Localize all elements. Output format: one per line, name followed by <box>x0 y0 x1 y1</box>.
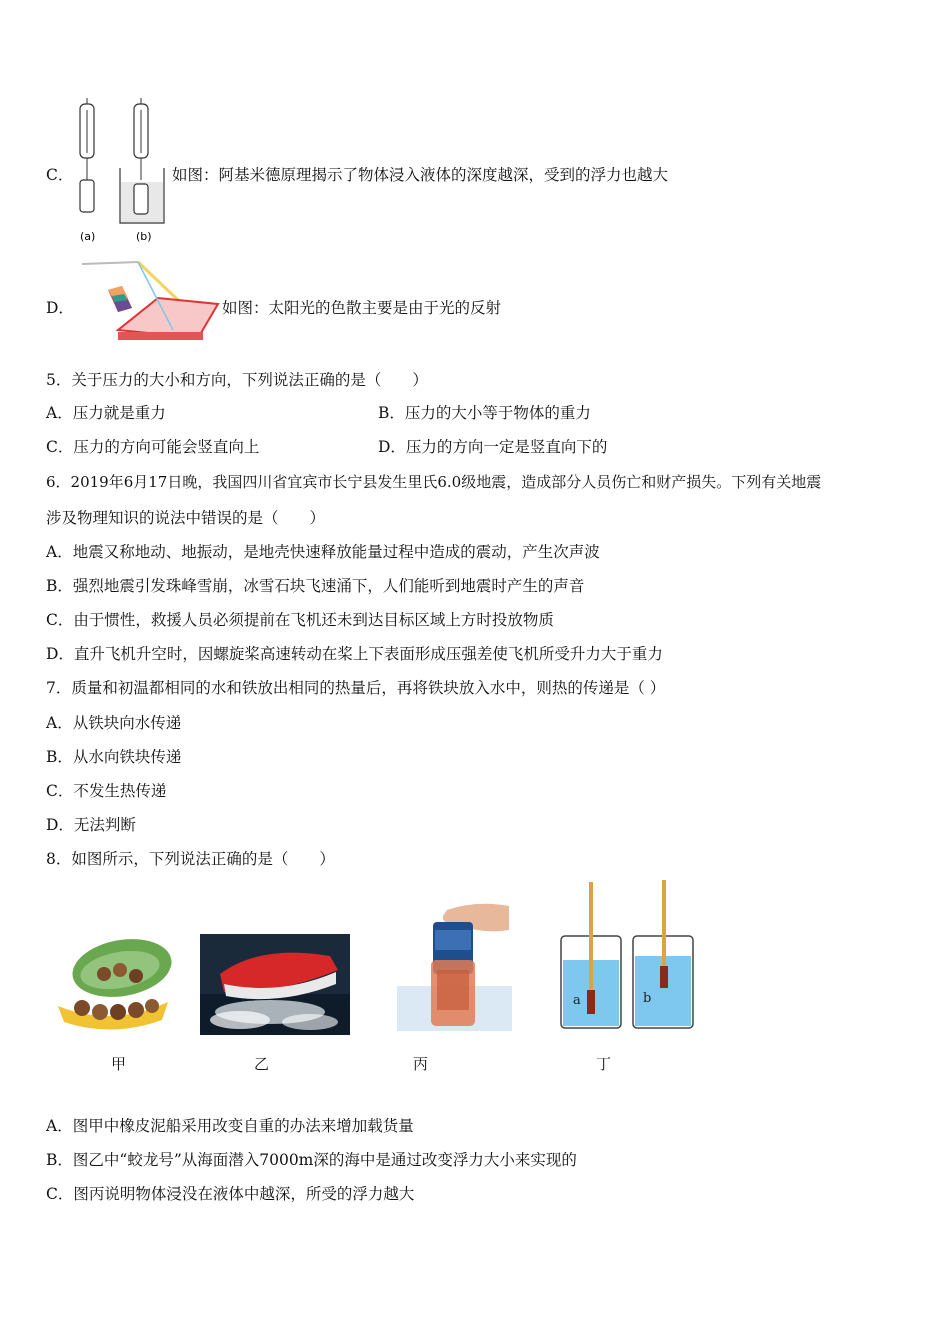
question-6-line-2: 涉及物理知识的说法中错误的是（ ） <box>46 509 326 527</box>
question-6-option-b: B．强烈地震引发珠峰雪崩，冰雪石块飞速涌下，人们能听到地震时产生的声音 <box>46 577 585 595</box>
beaker-b-label: b <box>643 991 652 1006</box>
question-8: 8．如图所示，下列说法正确的是（ ） <box>46 850 335 868</box>
figure-bing-caption: 丙 <box>413 1055 429 1073</box>
figure-ding-caption: 丁 <box>596 1055 612 1073</box>
question-6-option-d: D．直升飞机升空时，因螺旋桨高速转动在桨上下表面形成压强差使飞机所受升力大于重力 <box>46 645 663 663</box>
submersible-figure <box>200 934 350 1035</box>
question-6-line-1: 6．2019年6月17日晚，我国四川省宜宾市长宁县发生里氏6.0级地震，造成部分人员伤亡和财产损失。下列有关地震 <box>46 473 822 491</box>
beaker-a-label: a <box>573 993 581 1008</box>
question-6-option-a: A．地震又称地动、地振动，是地壳快速释放能量过程中造成的震动，产生次声波 <box>46 543 600 561</box>
question-8-option-b: B．图乙中“蛟龙号”从海面潜入7000m深的海中是通过改变浮力大小来实现的 <box>46 1151 577 1169</box>
figure-jia-caption: 甲 <box>111 1055 127 1073</box>
option-c-label: C． <box>46 166 74 184</box>
question-5-option-a: A．压力就是重力 <box>46 404 166 422</box>
option-c-text: 如图：阿基米德原理揭示了物体浸入液体的深度越深，受到的浮力也越大 <box>172 166 669 184</box>
question-7-option-d: D．无法判断 <box>46 816 136 834</box>
question-5-option-d: D．压力的方向一定是竖直向下的 <box>378 438 608 456</box>
option-d-label: D． <box>46 299 74 317</box>
beakers-figure <box>553 878 701 1033</box>
spring-balance-figure <box>72 98 172 246</box>
question-5-option-b: B．压力的大小等于物体的重力 <box>378 404 591 422</box>
question-8-option-c: C．图丙说明物体浸没在液体中越深，所受的浮力越大 <box>46 1185 415 1203</box>
question-7: 7．质量和初温都相同的水和铁放出相同的热量后，再将铁块放入水中，则热的传递是（ ） <box>46 679 666 697</box>
can-in-water-figure <box>397 900 512 1035</box>
question-5-option-c: C．压力的方向可能会竖直向上 <box>46 438 260 456</box>
figure-yi-caption: 乙 <box>254 1055 270 1073</box>
question-7-option-a: A．从铁块向水传递 <box>46 714 182 732</box>
question-7-option-c: C．不发生热传递 <box>46 782 167 800</box>
question-7-option-b: B．从水向铁块传递 <box>46 748 182 766</box>
figure-b-label: (b) <box>136 230 152 243</box>
question-6-option-c: C．由于惯性，救援人员必须提前在飞机还未到达目标区域上方时投放物质 <box>46 611 554 629</box>
question-8-option-a: A．图甲中橡皮泥船采用改变自重的办法来增加载货量 <box>46 1117 414 1135</box>
clay-boat-figure <box>52 932 174 1040</box>
figure-a-label: (a) <box>80 230 96 243</box>
question-5: 5．关于压力的大小和方向，下列说法正确的是（ ） <box>46 371 428 389</box>
prism-dispersion-figure <box>78 260 223 345</box>
option-d-text: 如图：太阳光的色散主要是由于光的反射 <box>222 299 502 317</box>
